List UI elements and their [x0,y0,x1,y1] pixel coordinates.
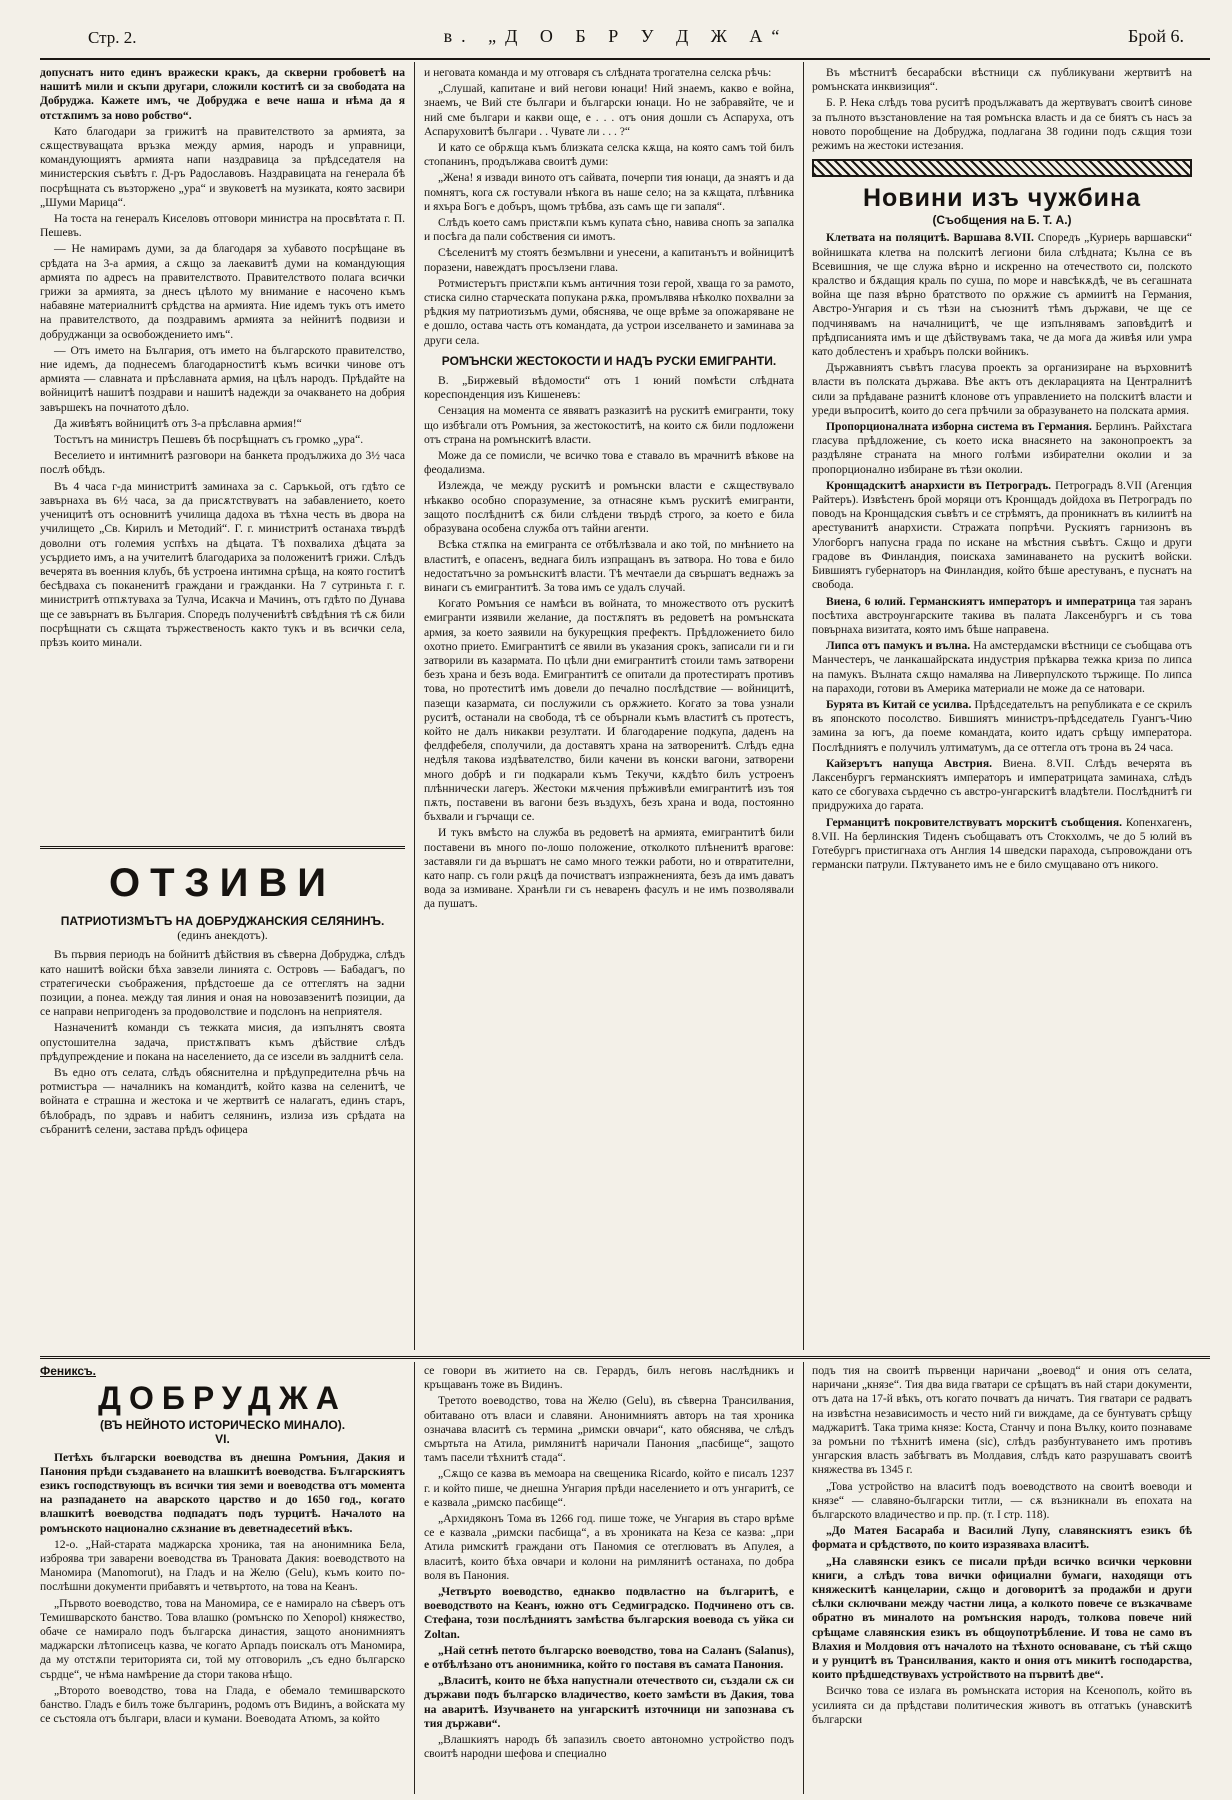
news-text: На амстердамски вѣстници се съобщава отъ Манчестеръ, че ланкашайрската индустрия прѣкарва тежка криза по липса на памукъ. Вълната сѫщо намалява на Ливерпулското тържище. По липса на параходи, готови въ Америка материали не може да се натовари. [812,639,1192,695]
feuilleton-column-3 [812,1364,1192,1794]
page-header [40,22,1192,54]
paragraph: В. „Биржевый вѣдомости“ отъ 1 юний помѣсти слѣдната кореспонденция изъ Кишеневъ: [424,374,794,402]
column-3 [812,66,1192,1346]
paragraph: и неговата команда и му отговаря съ слѣдната трогателна селска рѣчь: [424,66,772,79]
section-divider [40,846,405,849]
paragraph: Когато Ромъния се намѣси въ войната, то множеството отъ рускитѣ емигранти изявили желание, да постѫпятъ въ редоветѣ на ромънската армия, за което заявили на букурещкия префектъ. Прѣдложението било охотно прието. Емигрантитѣ се явили въ указания срокъ, записали ги и ги затворили въ казармата. По цѣли дни емигрантитѣ стоили тамъ затворени безъ храна и безъ вода. Емигрантитѣ се опитали да протестиратъ противъ това, но протеститѣ имъ довели до печално послѣдствие — войницитѣ, пазещи казармата, си послужили съ орѫжието. Когато за това узнали руситѣ, останали на свобода, тѣ се обърнали къмъ властитѣ съ протестъ, който не далъ никакви резултати. И благодарение подкупа, даденъ на фелдфебеля, сполучили, да доставятъ храна на затворенитѣ. Слѣдъ една недѣля такова издѣвателство, били качени въ конски вагони, затворени много добрѣ и ги подкарали къмъ Текучи, кѫдѣто билъ устроенъ плѣннически лагеръ. Жестоки мѫчения прѣживѣли емигрантитѣ изъ тоя пѫть, поставени въ вагони безъ въздухъ, безъ храна и вода, постоянно бъхвали и гърчащи се. [424,597,794,824]
paragraph: — Отъ името на България, отъ името на българското правителство, ние идемъ, да поднесемъ благодарноститѣ къмъ всички чинове отъ армията — славната и прѣславната армия, на цѣлъ народъ. Прѣдайте на войницитѣ нашитѣ поздрави и нашитѣ надежди за очакването на добрия завършекъ на почнатото дѣло. [40,343,405,414]
paragraph: Сензация на момента се явяватъ разказитѣ на рускитѣ емигранти, току що избѣгали отъ Ромъния, за жестокоститѣ, на които сѫ били подложени отъ страна на ромънскитѣ власти. [424,404,794,446]
news-headline: Виена, 6 юлий. Германскиятъ императоръ и императрица [826,594,1136,608]
paragraph: подъ тия на своитѣ първенци наричани „воевод“ и ония отъ селата, наричани „князе“. Тия два вида гватари се срѣщатъ въ най стари документи, отъ дата на 17-й вѣкъ, отъ когато почватъ да ничатъ. Тия гватари се радватъ на извѣстна независимость и често ний ги виждаме, да се бунтуватъ срѣщу маджаритѣ. Така трима князе: Коста, Станчу и пона Вълку, които познаваме за ромъни по тѣхнитѣ имена (sic), слѣдъ разбунтуването имъ противъ унгарския власть забѣгватъ въ Молдавия, слѣдъ като разрушаватъ своитѣ княжества въ 1345 г. [812,1364,1192,1477]
article-heading: РОМЪНСКИ ЖЕСТОКОСТИ И НАДЪ РУСКИ ЕМИГРАНТИ. [441,353,777,368]
paragraph: Може да се помисли, че всичко това е ставало въ мрачнитѣ вѣкове на феодализма. [424,449,794,477]
news-headline: Пропорционалната изборна система въ Германия. [826,420,1092,434]
feuilleton-subtitle: (ВЪ НЕЙНОТО ИСТОРИЧЕСКО МИНАЛО). [99,1418,346,1433]
paragraph: На тоста на генералъ Киселовъ отговори министра на просвѣтата г. П. Пешевъ. [40,212,405,240]
paragraph: „Второто воеводство, това на Глада, е обемало темишварското банство. Гладъ е билъ тоже българинъ, родомъ отъ Видинъ, а войската му се състояла отъ българи, власи и кумани. Воеводата Атюмъ, за който [40,1683,405,1726]
paragraph: Въ мѣстнитѣ бесарабски вѣстници сѫ публикувани жертвитѣ на ромънската инквизиция“. [812,66,1192,94]
column-rule [414,1362,415,1794]
paragraph: И като се обрѫща къмъ близката селска кѫща, на която самъ той билъ стопанинъ, продължава своитѣ думи: [424,141,794,169]
paragraph: Слѣдъ което самъ пристѫпи къмъ купата сѣно, навива снопъ за запалка и посѣга да пали собствения си имотъ. [424,216,794,244]
news-text: Споредъ „Куриерь варшавски“ войнишката клетва на полскитѣ легиони била слѣдната; Кълна се въ Всевишния, че ще служа вѣрно и искренно на отечеството си, полското кралство и бѫдащия краль по суша, по море и навсѣкѫдѣ, че въ сегашната война ще пазя вѣрно братството по орѫжие съ армиитѣ на Германия, Австро-Унгария и съ тѣзи на съюзнитѣ тѣмъ държави, че ще се подчинявамъ на началницитѣ, че ще изпълнявамъ заповѣдитѣ и прѣдписанията имъ и ще дѣйствувамъ така, че да мога да живѣя или умра като доблестенъ и храбъръ полски войникъ. [812,231,1192,359]
news-text: Берлинъ. Райхстага гласува прѣдложение, съ което иска внасянето на законопроектъ за раздѣляне страната на много голѣми избирателни околии и за пропорционално избиране въ тѣзи околии. [812,420,1192,476]
chapter-number: VI. [215,1432,230,1447]
paragraph: „Влашкиятъ народъ бѣ запазилъ своето автономно устройство подъ своитѣ народни шефова и специално [424,1733,794,1761]
news-text: тая заранъ посѣтиха австроунгарските такива въ палата Лаксенбургъ и съ това повърнаха визитата, която имъ бѣше направена. [812,594,1192,636]
paragraph: Тостътъ на министръ Пешевъ бѣ посрѣщнатъ съ громко „ура“. [54,433,364,447]
paragraph: И тукъ вмѣсто на служба въ редоветѣ на армията, емигрантитѣ били поставени въ много по-лошо положение, отколкото плѣненитѣ врагове: заставяли ги да вършатъ не само много тежки работи, но и отвратителни, като напр. съ голи рѫцѣ да почистватъ изпражненията, безъ да имъ даватъ вода за измиване. Хранѣли ги съ неваренъ фасулъ и не имъ позволявали да пушатъ. [424,826,794,911]
paragraph: „Жена! я извади виното отъ сайвата, почерпи тия юнаци, да знаятъ и да помнятъ, кога сѫ гостували нѣкога въ наше село; на за кѫщата, плѣвника и яхъра Богъ е добъръ, щомъ трѣбва, азъ самъ ще ги запаля“. [424,171,794,213]
paragraph: „На славянски езикъ се писали прѣди всичко всички черковни книги, а слѣдъ това вички официални бумаги, находящи отъ княжескитѣ канцеларии, сѫщо и договоритѣ за продажби и други сѣлки сключвани между частни лица, а колкото повече се възкачваме обратно въ миналото на ромънския народъ, толкова повече ний срѣщаме славянския езикъ въ общоупотрѣбление. И това не само въ Влахия и Молдовия отъ началото на тѣхното основаване, съ тѣй сѫщо и у рунцитѣ въ Трансилвания, както и ония отъ микитѣ господарства, които прѣдшедствувахъ устройството на първитѣ две“. [812,1554,1192,1682]
paragraph: Сѣселенитѣ му стоятъ безмълвни и унесени, а капитанътъ и войницитѣ поразени, навеждатъ просълзени глава. [424,246,794,274]
paragraph: „Слушай, капитане и вий нeгови юнаци! Ний знаемъ, какво е война, знаемъ, че Вий сте българи и български юнаци. Но не забравяйте, че и ний сме българи и какви още, е . . . отъ ония дошли съ Аспаруха, отъ Аспаруховитѣ българи . . Чувате ли . . . ?“ [424,82,794,138]
column-rule [803,1362,804,1794]
column-1 [40,66,405,836]
feuilleton-column-1 [40,1364,405,1794]
paragraph: „Най сетнѣ петото българско воеводство, това на Саланъ (Salanus), е отбѣлѣзано отъ анонимника, който го поставя въ самата Панония. [424,1643,794,1672]
paragraph: Въ 4 часа г-да министритѣ заминаха за с. Саръкьой, отъ гдѣто се завърнаха въ 6½ часа, за да присѫтствуватъ на забавлението, което ученицитѣ отъ основнитѣ училища дадоха въ тѣхна честь въ двора на училището „Св. Кирилъ и Методий“. Г. г. министритѣ останаха твърдѣ доволни отъ големия успѣхъ на дѣцата. Тѣ похвалиха дѣцата за усърдието имъ, а на учителитѣ благодариха за положенитѣ грижи. Слѣдъ вечерята въ военния клубъ, бѣ устроена интимна срѣща, на която гоститѣ бесѣдваха съ поканенитѣ граждани и гражданки. На 7 сутриньта г. г. министритѣ отпѫтуваха за Тулча, Исакча и Мачинъ, отъ гдѣто по Дунава ще се завърнатъ въ България. Споредъ получениѣтѣ свѣдѣния тѣ сѫ били посрѣщнати съ сѫщата тържественость както тукъ и въ всички села, прѣзъ които минали. [40,479,405,649]
page-number: Стр. 2. [88,28,137,47]
paragraph: допуснатъ нито единъ вражески кракъ, да скверни гробоветѣ на нашитѣ мили и скъпи другари, сложили коститѣ си за свободата на Добруджа. Кажете имъ, че Добруджа е вече наша и нѣма да я отстѫпимъ за ново робство“. [40,66,405,122]
paragraph: Всѣка стѫпка на емигранта се отбѣлѣзвала и ако той, по мнѣнието на властитѣ, е опасенъ, веднага билъ изпращанъ въ затвора. Но това е било недостатъчно за ромънскитѣ власти. Тѣ мечтаели да свършатъ веднажъ за винаги съ емигрантитѣ. За това имъ се удалъ случай. [424,538,794,594]
news-headline: Германцитѣ покровителствуватъ морскитѣ съобщения. [826,815,1122,829]
masthead-title: в. „Д О Б Р У Д Ж А“ [443,26,789,46]
news-text: Копенхагенъ, 8.VII. На берлинския Тиденъ съобщаватъ отъ Стокхолмъ, че до 5 юлий въ Готебургъ пристигнаха отъ Англия 14 шведски парахода, съпровождани отъ германски патрули. Пѫтуването имъ не е било смущавано отъ никого. [812,815,1192,872]
paragraph: „Това устройство на власитѣ подъ воеводството на своитѣ воеводи и князе“ — славяно-български титли, — сѫ възникнали въ епохата на българското владичество и пр. пр. (т. I стр. 118). [812,1479,1192,1522]
paragraph: Назначенитѣ команди съ тежката мисия, да изпълнятъ своята опустошителна задача, пристѫпватъ къмъ дѣйствие слѣдъ прѣдупреждение и поканa на населението, да се изсели въ залднитѣ села. [40,1021,405,1063]
paragraph: Въ първия периодъ на бойнитѣ дѣйствия въ сѣверна Добруджа, слѣдъ като нашитѣ войски бѣха завзели линията с. Островъ — Бабадагъ, по стратегически съображения, прѣдстоеше да се оттеглятъ на задни позиции, а понеа. между тая линия и оная на новозавзенитѣ позиции, да се направи непригоденъ за продоволствие и подслонъ на неприятеля. [40,948,405,1019]
otzivi-subtitle: ПАТРИОТИЗМЪТЪ НА ДОБРУДЖАНСКИЯ СЕЛЯНИНЪ. [60,914,385,928]
otzivi-title: ОТЗИВИ [109,861,336,905]
paragraph: се говори въ житието на св. Герардъ, билъ неговъ наслѣдникъ и кръщаванъ тоже въ Видинъ. [424,1364,794,1392]
header-rule [40,58,1210,60]
paragraph: Да живѣятъ войницитѣ отъ 3-а прѣславна армия!“ [54,416,302,430]
paragraph: „Четвърто воеводство, еднакво подвластно на българитѣ, е воеводството на Кеанъ, южно отъ Седмиградско. Подчинено отъ св. Стефана, този послѣдниятъ замѣства българския воевода съ уйка си Zoltan. [424,1585,794,1641]
news-headline: Кайзерътъ напуща Австрия. [826,756,992,770]
paragraph: Веселието и интимнитѣ разговори на банкета продължиха до 3½ часа послѣ обѣдъ. [40,449,405,477]
feuilleton-column-2 [424,1364,794,1794]
otzivi-note: (единъ анекдотъ). [177,928,268,943]
news-headline: Бурята въ Китай се усилва. [826,697,972,711]
paragraph: „До Матея Басараба и Василий Лупу, славянскиятъ езикъ бѣ формата и срѣдството, по които изразяваха власитѣ. [812,1524,1192,1552]
column-rule [803,62,804,1350]
column-rule [414,62,415,1350]
paragraph: Третото воеводство, това на Желю (Gelu), въ сѣверна Трансилвания, обитавано отъ власи и славяни. Анонимниятъ авторъ на тая хроника означава власитѣ съ термина „римски овчари“, като обяснява, че слѣдъ смъртьта на Атила, римлянитѣ наричали Панония „пасбище“, защото тамъ пасели тѣхнитѣ стада“. [424,1394,794,1465]
news-headline: Кронщадскитѣ анархисти въ Петроградъ. [826,478,1052,492]
author-signature: Фениксъ. [40,1364,96,1378]
paragraph: Всичко това се излага въ ромънската история на Ксенополъ, който въ усилията си да прѣдстави политическия животъ въ отгатъкъ (унавскитѣ български [812,1684,1192,1726]
news-text: Прѣдседательтъ на републиката е се скрилъ въ японското посолство. Бившиятъ министръ-прѣдседатель Гуангъ-Чию замина за югъ, да поеме командата, които идатъ срѣщу императора. Послѣдниятъ е получилъ ултиматумъ, да се оттегла отъ трона въ 24 часа. [812,697,1192,754]
paragraph: „Архидяконъ Тома въ 1266 год. пише тоже, че Унгария въ старо врѣме се е казвала „римски пасбища“, а въ хрониката на Кеза се казва: „при Атила римскитѣ граждани отъ Паномия се отеглюватъ въ Апулея, а власитѣ, които бѣха овчари и колони на римлянитѣ останаха, по добра воля въ Панония. [424,1512,794,1582]
chapter-lead: Петѣхъ български воеводства въ днешна Ромъния, Дакия и Панония прѣди създаването на влашкитѣ воеводства. Българскиятъ езикъ господствующъ въ всички тия земи и воеводства отъ момента на разпадането на аварското царство и до 1650 год., когато влашкитѣ воеводства подпадатъ подъ турцитѣ. Началото на ромънското национално сѫзнание въ деветнадесетий вѣкъ. [40,1450,405,1535]
news-subtitle: (Съобщения на Б. Т. А.) [932,213,1072,228]
paragraph: Б. Р. Нека слѣдъ това руситѣ продължаватъ да жертвуватъ своитѣ синове за пълното възстановление на тая ромънска власть и да се биятъ съ насъ за новото поробщение на Добруджа, подлагана 38 години подъ сѫщия този режимъ на жестоки истезания. [812,96,1192,153]
paragraph: Ротмистерътъ пристѫпи къмъ античния този герой, хваща го за рамото, стиска силно старческата попукана рѫка, промълвява нѣколко похвални за рѣдкия му патриотизъмъ думи, обяснява, че още врѣме за опожаряване не е дошло, остава часть отъ командата, да устрои изселването и заминава за други села. [424,276,794,347]
paragraph: Държавниятъ съвѣтъ гласува проекть за организиране на върховнитѣ власти въ полската държава. Вѣе актъ отъ декларацията на Централнитѣ сили за прѣдаване разнитѣ клонове отъ управлението на полскитѣ власти и уреди въпроситѣ, които до сега прѣчили за образуването на полската армия. [812,361,1192,417]
paragraph: Като благодари за грижитѣ на правителството за армията, за сѫществуващата връзка между армия, народъ и управници, командующиятъ армията напи наздравица за прѣдседателя на министерския съвѣтъ г. Д-ръ Радославовъ. Наздравицата на генерала бѣ посрѣщната съ възторжено „ура“ и звуковетѣ на музиката, която засвири „Шуми Марица“. [40,124,405,209]
ornament-divider [812,159,1192,177]
column-2 [424,66,794,1346]
feuilleton-rule [40,1356,1210,1359]
otzivi-section [40,858,405,1336]
paragraph: „Сѫщо се казва въ мемоара на свещеника Ricardo, който е писалъ 1237 г. и който пише, че днешна Унгария прѣди населението и отъ унгаритѣ, се е казвала „римско пасбище“. [424,1467,794,1509]
news-text: Петроградъ 8.VII (Агенция Райтеръ). Извѣстенъ брой моряци отъ Кронщадъ дойдоха въ Петроградъ по поводъ на Кронщадския съвѣтъ и се стрѣмятъ, да проникнатъ въ килиитѣ на арестуванитѣ анархисти. Стражата попрѣчи. Рускиятъ гарнизонъ въ Улогборгъ напусна града по искане на мѣстния съвѣтъ. Сѫщо и други градове въ Финландия, поискаха заминаването на рускитѣ войски. Бившиятъ губернаторъ на Финландия, който бѣше арестуванъ, е пуснатъ на свобода. [812,478,1192,592]
news-headline: Липса отъ памукъ и вълна. [826,639,971,653]
paragraph: Въ едно отъ селата, слѣдъ обяснителна и прѣдупредителна рѣчь на ротмистъра — началникъ на командитѣ, който казва на селенитѣ, че войната е страшна и жестока и че жертвитѣ се налагатъ, единъ старъ, бѣлобрадъ, по здравъ и набитъ селянинъ, излиза изъ срѣдата на събранитѣ селени, застава прѣдъ офицера [40,1066,405,1136]
paragraph: „Първото воеводство, това на Маномира, се е намирало на сѣверъ отъ Темишварското банство. Това влашко (ромънско по Xenopol) княжество, обаче се намирало подъ българска династия, защото анонимниятъ маджарски лѣтописецъ казва, че когато Арпадъ поискалъ отъ Маномира, да му отстѫпи територията си, той му отговорилъ „съ едно българско сърдце“, че нѣма намѣрение да стори такова нѣщо. [40,1596,405,1681]
news-headline: Клетвата на поляцитѣ. Варшава 8.VII. [826,231,1034,245]
news-title: Новини изъ чужбина [862,184,1142,213]
issue-number: Брой 6. [1128,26,1184,46]
news-text: Виена. 8.VII. Слѣдъ вечерята въ Лаксенбургъ германскиятъ императоръ и императрицата заминаха, слѣдъ като се сбогуваха сърдечно съ австро-унгарскитѣ владѣтели. Послѣднитѣ ги придружиха до гарата. [812,756,1192,813]
feuilleton-title: ДОБРУДЖА [98,1380,347,1417]
paragraph: Излежда, че между рускитѣ и ромънски власти е сѫществувало нѣкакво особно споразумение, за отнасяне къмъ рускитѣ емигранти, защото послѣднитѣ сѫ били слѣдени твърдѣ строго, за което е била образувана особена служба отъ тайни агенти. [424,479,794,536]
paragraph: „Власитѣ, които не бѣха напустнали отечеството си, създали сѫ си държави подъ българско владичество, което замѣсти въ Дакия, това на аваритѣ. Изучването на унгарскитѣ източници ни запознава съ тия държави“. [424,1674,794,1730]
paragraph: 12-о. „Най-старата маджарска хроника, тая на анонимника Бела, изброява три заварени воеводства въ Трановата Дакия: воеводството на Маномира (Manomorut), на Гладъ и на Желю (Gelu), къмъ които по-послѣшни документи прибавятъ и четвъртото, на това на Кеанъ. [40,1537,405,1594]
paragraph: — Не намирамъ думи, за да благодаря за хубавото посрѣщане въ срѣдата на 3-а армия, а сѫщо за лаекавитѣ думи на командующия армията по адресъ на правителството. Правителството полага всички грижи за армията, за днесъ цѣлото му внимание е насочено къмъ набавяне материалнитѣ срѣдства на армията. Ние идемъ тукъ отъ името на правителството, да поздравимъ армията за нейнитѣ подвизи и добруджанци за освобождението имъ“. [40,242,405,341]
